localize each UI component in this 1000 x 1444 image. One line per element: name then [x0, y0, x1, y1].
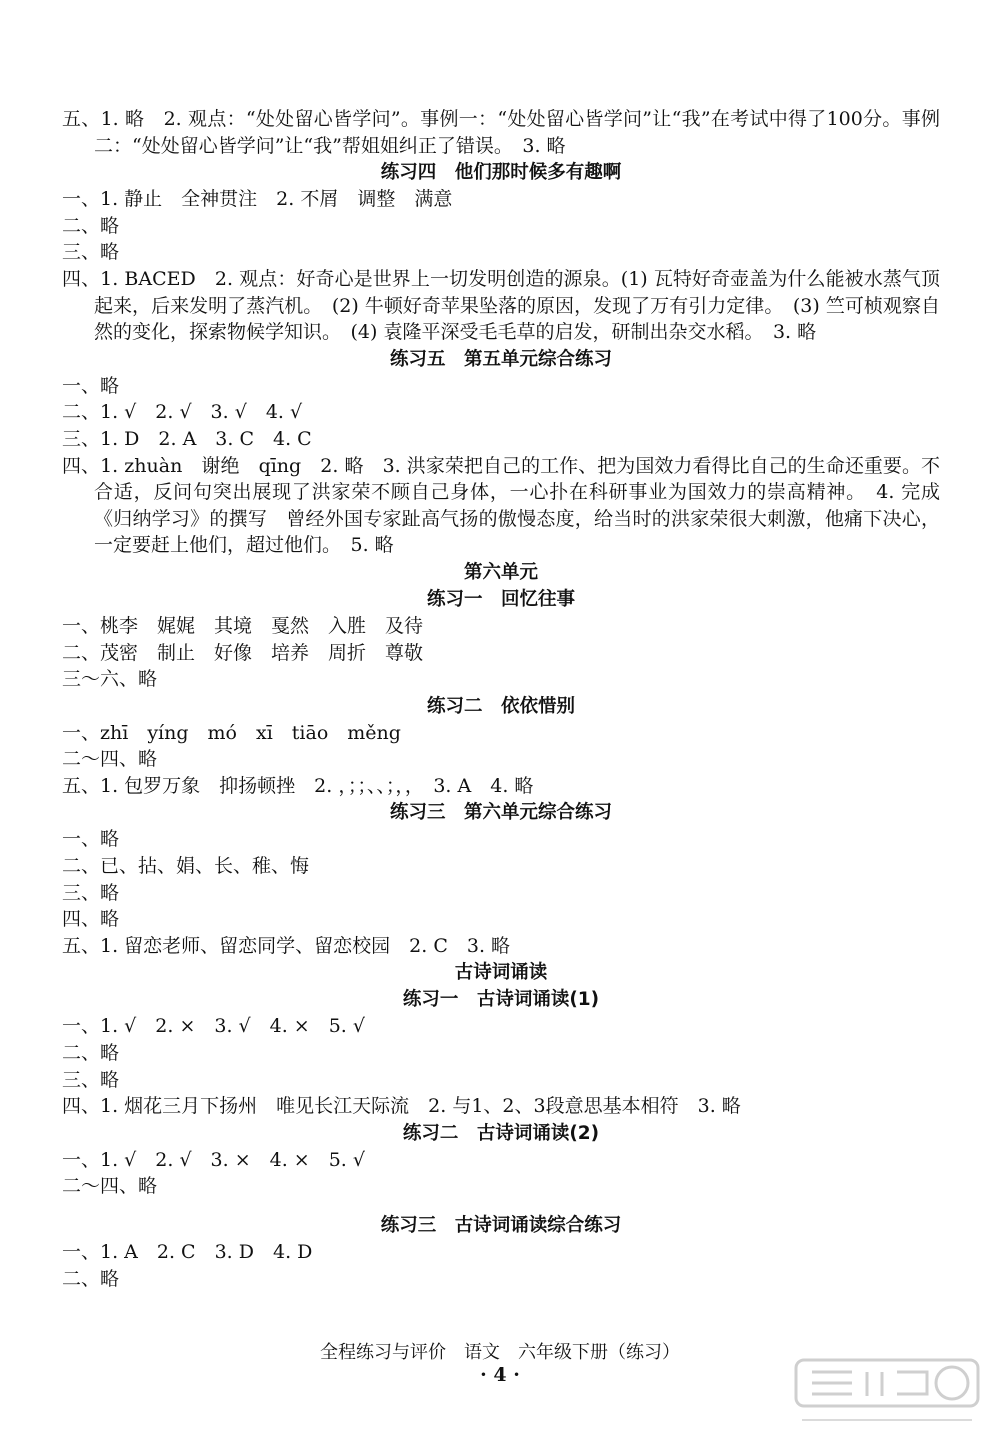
answer-line: 二、1. √ 2. √ 3. √ 4. √ [62, 401, 303, 424]
section-heading: 练习五 第五单元综合练习 [389, 348, 612, 370]
answer-line: 二、茂密 制止 好像 培养 周折 尊敬 [62, 641, 424, 664]
section-heading: 练习二 古诗词诵读(2) [402, 1122, 600, 1144]
page-number: · 4 · [480, 1364, 520, 1386]
answer-line: 一、1. 静止 全神贯注 2. 不屑 调整 满意 [62, 188, 453, 211]
answer-line: 一、略 [62, 828, 120, 851]
answer-line: 二～四、略 [62, 1175, 158, 1198]
answer-line: 三、略 [62, 241, 120, 264]
answer-line: 三、略 [62, 881, 120, 904]
answer-line: 二、略 [62, 214, 120, 237]
answer-line: 一、略 [62, 374, 120, 397]
answer-line: 五、1. 留恋老师、留恋同学、留恋校园 2. C 3. 略 [62, 934, 511, 957]
section-heading: 练习一 古诗词诵读(1) [402, 989, 600, 1011]
answer-line: 二、略 [62, 1267, 120, 1290]
answer-line: 一、1. √ 2. × 3. √ 4. × 5. √ [62, 1015, 365, 1038]
answer-line: 五、1. 包罗万象 抑扬顿挫 2. ，；；、、；，， 3. A 4. 略 [62, 774, 534, 797]
answer-line: 一、zhī yíng mó xī tiāo měng [62, 721, 401, 744]
answer-line: 一、1. A 2. C 3. D 4. D [62, 1241, 313, 1263]
answer-paragraph: 五、1. 略 2. 观点：“处处留心皆学问”。事例一：“处处留心皆学问”让“我”在考试中得了100分。事例二：“处处留心皆学问”让“我”帮姐姐纠正了错误。 3. 略 [62, 108, 940, 157]
section-heading: 第六单元 [463, 561, 538, 583]
answer-line: 一、桃李 娓娓 其境 戛然 入胜 及待 [62, 614, 424, 637]
section-heading: 练习四 他们那时候多有趣啊 [380, 162, 622, 184]
section-heading: 练习三 古诗词诵读综合练习 [380, 1215, 622, 1236]
answer-paragraph: 四、1. zhuàn 谢绝 qīng 2. 略 3. 洪家荣把自己的工作、把为国效力看得比自己的生命还重要。不合适，反问句突出展现了洪家荣不顾自己身体，一心扑在科研事业为国效力的崇高精神。 4. 完成《归纳学习》的撰写 曾经外国专家趾高气扬的傲慢态度，给当时的洪家荣很大刺激，他痛下决心，一定要赶上他们，超过他们。 5. 略 [62, 454, 940, 557]
section-heading: 古诗词诵读 [454, 962, 548, 984]
section-heading: 练习二 依依惜别 [426, 695, 575, 717]
answer-line: 三、略 [62, 1068, 120, 1091]
answer-content [62, 106, 940, 1292]
answer-line: 三、1. D 2. A 3. C 4. C [62, 427, 312, 450]
answer-line: 二、已、拈、娟、长、稚、悔 [62, 855, 310, 878]
section-heading: 练习三 第六单元综合练习 [389, 802, 612, 824]
footer-book-title: 全程练习与评价 语文 六年级下册（练习） [320, 1342, 680, 1363]
answer-line: 三～六、略 [62, 668, 158, 691]
answer-line: 二～四、略 [62, 748, 158, 771]
spacer [62, 1200, 940, 1212]
watermark-logo-icon [792, 1356, 982, 1428]
answer-paragraph: 四、1. BACED 2. 观点：好奇心是世界上一切发明创造的源泉。(1) 瓦特好奇壶盖为什么能被水蒸气顶起来，后来发明了蒸汽机。 (2) 牛顿好奇苹果坠落的原因，发现了万有引力定律。 (3) 竺可桢观察自然的变化，探索物候学知识。 (4) 袁隆平深受毛毛草的启发，研制出杂交水稻。 3. 略 [62, 267, 940, 344]
section-heading: 练习一 回忆往事 [426, 588, 575, 610]
answer-line: 一、1. √ 2. √ 3. × 4. × 5. √ [62, 1148, 365, 1171]
answer-line: 四、1. 烟花三月下扬州 唯见长江天际流 2. 与1、2、3段意思基本相符 3. 略 [62, 1095, 741, 1118]
answer-line: 四、略 [62, 908, 120, 931]
answer-line: 二、略 [62, 1042, 120, 1065]
